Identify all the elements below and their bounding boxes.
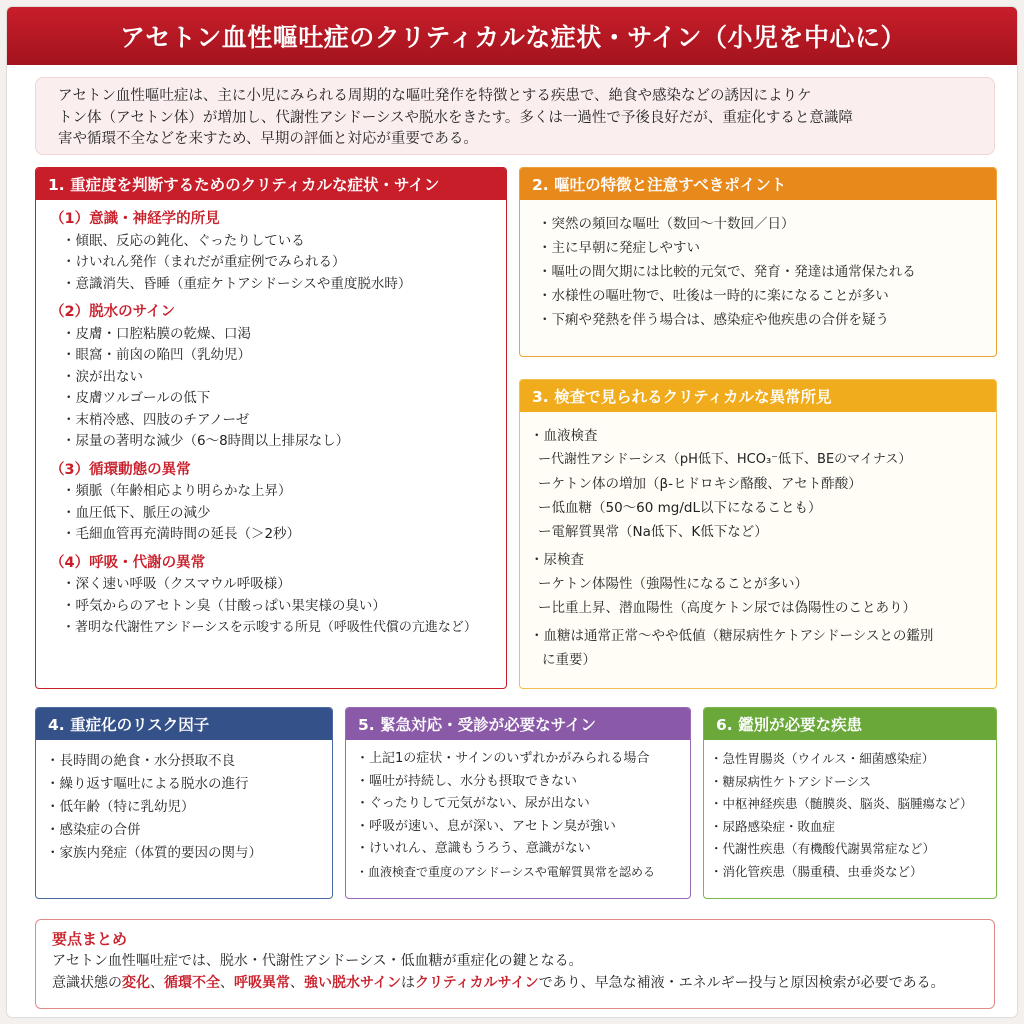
lab-note: ・ 血糖は通常正常〜やや低値（糖尿病性ケトアシドーシスとの鑑別: [530, 624, 988, 648]
intro-line: 害や循環不全などを来すため、早期の評価と対応が重要である。: [58, 131, 478, 147]
section-critical-signs: [35, 167, 507, 689]
section-title: 3. 検査で見られるクリティカルな異常所見: [520, 380, 996, 412]
list-item: ・ けいれん発作（まれだが重症例でみられる）: [62, 252, 492, 274]
list-item: ・ 突然の頻回な嘔吐（数回〜十数回／日）: [538, 212, 982, 236]
list-item: ・ けいれん、意識もうろう、意識がない: [356, 838, 684, 861]
section-lab-findings: [519, 379, 997, 689]
summary-text: 、: [220, 975, 234, 991]
section-title: 6. 鑑別が必要な疾患: [704, 708, 996, 740]
list-item: ・ 上記1の症状・サインのいずれかがみられる場合: [356, 748, 684, 771]
group-title: （3）循環動態の異常: [50, 461, 191, 478]
summary-highlight: 変化: [122, 975, 150, 991]
section-title: 5. 緊急対応・受診が必要なサイン: [346, 708, 690, 740]
list-item: ・ 皮膚ツルゴールの低下: [62, 388, 492, 410]
group-title: （4）呼吸・代謝の異常: [50, 554, 206, 571]
list-item: ー 電解質異常（Na低下、K低下など）: [538, 520, 988, 544]
summary-text: 、: [150, 975, 164, 991]
summary-highlight: 呼吸異常: [234, 975, 290, 991]
summary-box: [35, 919, 995, 1009]
list-item: ・ 家族内発症（体質的要因の関与）: [46, 842, 318, 865]
list-item: ・ 水様性の嘔吐物で、吐後は一時的に楽になることが多い: [538, 284, 982, 308]
list-item: ・ 感染症の合併: [46, 819, 318, 842]
list-item: ・ 意識消失、昏睡（重症ケトアシドーシスや重度脱水時）: [62, 274, 492, 296]
list-item: ・ 主に早朝に発症しやすい: [538, 236, 982, 260]
list-item: ・ 眼窩・前囟の陥凹（乳幼児）: [62, 345, 492, 367]
summary-highlight: 強い脱水サイン: [304, 975, 402, 991]
list-item: ー 比重上昇、潜血陽性（高度ケトン尿では偽陽性のことあり）: [538, 596, 988, 620]
section-vomiting-features: [519, 167, 997, 357]
list-item: ・ 長時間の絶食・水分摂取不良: [46, 750, 318, 773]
list-item: ・ 繰り返す嘔吐による脱水の進行: [46, 773, 318, 796]
list-item: ・ 糖尿病性ケトアシドーシス: [710, 771, 992, 794]
list-item: ・ 下痢や発熱を伴う場合は、感染症や他疾患の合併を疑う: [538, 308, 982, 332]
section-differential-diagnosis: [703, 707, 997, 899]
summary-highlight: 循環不全: [164, 975, 220, 991]
list-item: ・ ぐったりして元気がない、尿が出ない: [356, 793, 684, 816]
section-title: 2. 嘔吐の特徴と注意すべきポイント: [520, 168, 996, 200]
section-emergency-signs: [345, 707, 691, 899]
section-title: 1. 重症度を判断するためのクリティカルな症状・サイン: [36, 168, 506, 200]
summary-text: 意識状態の: [52, 975, 122, 991]
summary-text: 、: [290, 975, 304, 991]
summary-highlight: クリティカルサイン: [415, 975, 539, 991]
list-item: ・ 急性胃腸炎（ウイルス・細菌感染症）: [710, 748, 992, 771]
section-title: 4. 重症化のリスク因子: [36, 708, 332, 740]
intro-line: トン体（アセトン体）が増加し、代謝性アシドーシスや脱水をきたす。多くは一過性で予後良好だが、重症化すると意識障: [58, 109, 853, 126]
list-item: ・ 血液検査で重度のアシドーシスや電解質異常を認める: [356, 861, 684, 884]
list-item: ・ 末梢冷感、四肢のチアノーゼ: [62, 410, 492, 432]
summary-line-highlight: [52, 972, 978, 994]
list-item: ・ 中枢神経疾患（髄膜炎、脳炎、脳腫瘍など）: [710, 793, 992, 816]
list-item: ・ 著明な代謝性アシドーシスを示唆する所見（呼吸性代償の亢進など）: [62, 617, 492, 639]
group-title: （1）意識・神経学的所見: [50, 211, 220, 227]
section-risk-factors: [35, 707, 333, 899]
summary-line: アセトン血性嘔吐症では、脱水・代謝性アシドーシス・低血糖が重症化の鍵となる。: [52, 953, 583, 969]
list-item: ー 低血糖（50〜60 mg/dL以下になることも）: [538, 496, 988, 520]
list-item: ・ 頻脈（年齢相応より明らかな上昇）: [62, 481, 492, 503]
list-item: ・ 毛細血管再充満時間の延長（＞2秒）: [62, 524, 492, 546]
lab-note-cont: に重要）: [542, 652, 596, 668]
group-title: （2）脱水のサイン: [50, 304, 176, 320]
intro-line: アセトン血性嘔吐症は、主に小児にみられる周期的な嘔吐発作を特徴とする疾患で、絶食や感染などの誘因によりケ: [58, 88, 812, 104]
list-item: ・ 涙が出ない: [62, 367, 492, 389]
list-item: ・ 嘔吐の間欠期には比較的元気で、発育・発達は通常保たれる: [538, 260, 982, 284]
intro-box: [35, 77, 995, 155]
page: [6, 6, 1018, 1018]
list-item: ー ケトン体陽性（強陽性になることが多い）: [538, 572, 988, 596]
list-item: ー 代謝性アシドーシス（pH低下、HCO₃⁻低下、BEのマイナス）: [538, 448, 988, 472]
list-item: ・ 嘔吐が持続し、水分も摂取できない: [356, 771, 684, 794]
list-item: ・ 消化管疾患（腸重積、虫垂炎など）: [710, 861, 992, 884]
list-item: ・ 傾眠、反応の鈍化、ぐったりしている: [62, 231, 492, 253]
list-item: ・ 尿量の著明な減少（6〜8時間以上排尿なし）: [62, 431, 492, 453]
list-item: ・ 呼気からのアセトン臭（甘酸っぱい果実様の臭い）: [62, 596, 492, 618]
list-item: ・ 尿路感染症・敗血症: [710, 816, 992, 839]
list-item: ・ 皮膚・口腔粘膜の乾燥、口渇: [62, 324, 492, 346]
list-item: ・ 血圧低下、脈圧の減少: [62, 503, 492, 525]
list-item: ・ 呼吸が速い、息が深い、アセトン臭が強い: [356, 816, 684, 839]
list-item: ・ 低年齢（特に乳幼児）: [46, 796, 318, 819]
list-item: ・ 深く速い呼吸（クスマウル呼吸様）: [62, 574, 492, 596]
summary-title: 要点まとめ: [52, 930, 128, 948]
summary-text: は: [401, 975, 416, 991]
summary-text: であり、早急な補液・エネルギー投与と原因検索が必要である。: [538, 975, 945, 991]
page-title: アセトン血性嘔吐症のクリティカルな症状・サイン（小児を中心に）: [7, 7, 1018, 65]
list-item: ・ 代謝性疾患（有機酸代謝異常症など）: [710, 838, 992, 861]
lab-group-label: ・ 血液検査: [530, 424, 988, 448]
list-item: ー ケトン体の増加（β-ヒドロキシ酪酸、アセト酢酸）: [538, 472, 988, 496]
lab-group-label: ・ 尿検査: [530, 548, 988, 572]
